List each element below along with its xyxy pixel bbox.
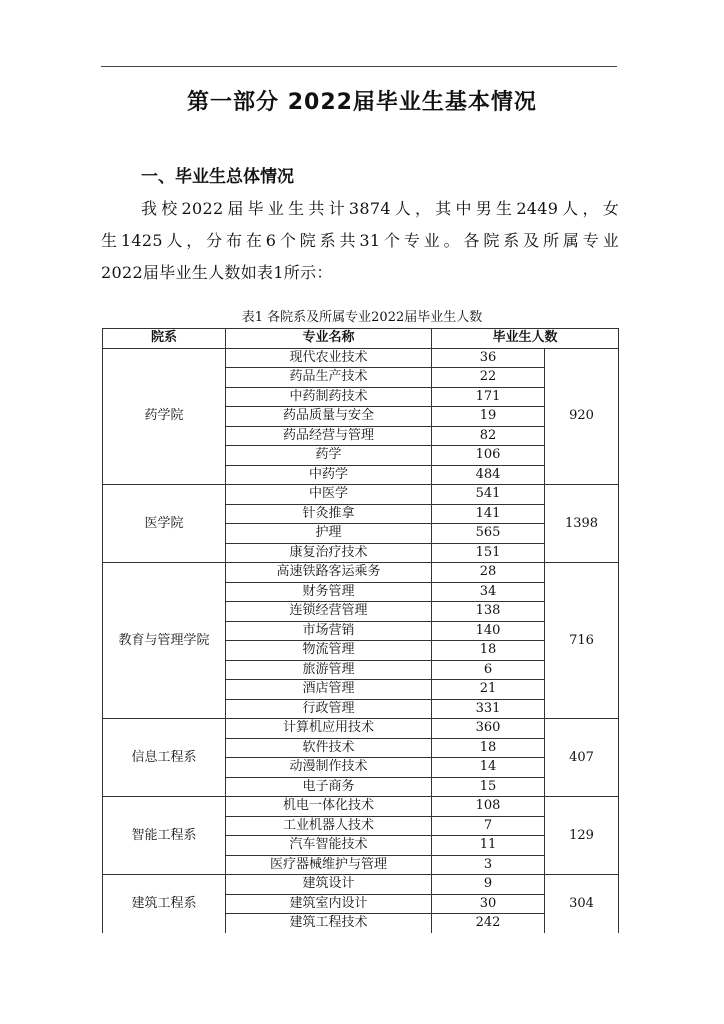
header-rule: [101, 66, 617, 67]
table-row: [103, 719, 619, 739]
paragraph-line: 生1425人，分布在6个院系共31个专业。各院系及所属专业: [101, 231, 619, 250]
major-cell: 中医学: [226, 485, 432, 505]
count-cell: 21: [432, 680, 545, 700]
department-total-cell: 407: [545, 719, 619, 797]
major-cell: 行政管理: [226, 699, 432, 719]
count-cell: 14: [432, 758, 545, 778]
major-cell: 机电一体化技术: [226, 797, 432, 817]
graduates-table: [102, 328, 619, 933]
count-cell: 15: [432, 777, 545, 797]
major-cell: 物流管理: [226, 641, 432, 661]
count-cell: 331: [432, 699, 545, 719]
major-cell: 医疗器械维护与管理: [226, 855, 432, 875]
major-cell: 市场营销: [226, 621, 432, 641]
major-cell: 建筑工程技术: [226, 914, 432, 933]
table-body: [103, 348, 619, 933]
table-row: [103, 563, 619, 583]
major-cell: 电子商务: [226, 777, 432, 797]
count-cell: 82: [432, 426, 545, 446]
major-cell: 药品质量与安全: [226, 407, 432, 427]
header-graduates: 毕业生人数: [432, 329, 619, 349]
major-cell: 药品经营与管理: [226, 426, 432, 446]
count-cell: 18: [432, 641, 545, 661]
department-cell: 药学院: [103, 348, 226, 485]
table-row: [103, 797, 619, 817]
major-cell: 工业机器人技术: [226, 816, 432, 836]
count-cell: 360: [432, 719, 545, 739]
table-row: [103, 348, 619, 368]
major-cell: 软件技术: [226, 738, 432, 758]
major-cell: 酒店管理: [226, 680, 432, 700]
count-cell: 9: [432, 875, 545, 895]
table-header-row: [103, 329, 619, 349]
count-cell: 7: [432, 816, 545, 836]
table-row: [103, 485, 619, 505]
major-cell: 针灸推拿: [226, 504, 432, 524]
department-cell: 信息工程系: [103, 719, 226, 797]
major-cell: 现代农业技术: [226, 348, 432, 368]
count-cell: 151: [432, 543, 545, 563]
table-caption: 表1 各院系及所属专业2022届毕业生人数: [241, 310, 483, 325]
count-cell: 6: [432, 660, 545, 680]
major-cell: 护理: [226, 524, 432, 544]
count-cell: 30: [432, 894, 545, 914]
major-cell: 药品生产技术: [226, 368, 432, 388]
count-cell: 3: [432, 855, 545, 875]
major-cell: 中药制药技术: [226, 387, 432, 407]
count-cell: 541: [432, 485, 545, 505]
paragraph-line: 我校2022届毕业生共计3874人，其中男生2449人，女: [141, 199, 619, 218]
department-cell: 智能工程系: [103, 797, 226, 875]
major-cell: 高速铁路客运乘务: [226, 563, 432, 583]
major-cell: 财务管理: [226, 582, 432, 602]
department-total-cell: 920: [545, 348, 619, 485]
count-cell: 242: [432, 914, 545, 933]
major-cell: 建筑设计: [226, 875, 432, 895]
major-cell: 计算机应用技术: [226, 719, 432, 739]
major-cell: 汽车智能技术: [226, 836, 432, 856]
major-cell: 动漫制作技术: [226, 758, 432, 778]
count-cell: 138: [432, 602, 545, 622]
major-cell: 中药学: [226, 465, 432, 485]
count-cell: 11: [432, 836, 545, 856]
count-cell: 34: [432, 582, 545, 602]
table-row: [103, 875, 619, 895]
department-cell: 建筑工程系: [103, 875, 226, 933]
header-department: 院系: [103, 329, 226, 349]
department-total-cell: 129: [545, 797, 619, 875]
count-cell: 28: [432, 563, 545, 583]
count-cell: 22: [432, 368, 545, 388]
department-total-cell: 304: [545, 875, 619, 933]
major-cell: 旅游管理: [226, 660, 432, 680]
count-cell: 141: [432, 504, 545, 524]
department-total-cell: 1398: [545, 485, 619, 563]
major-cell: 建筑室内设计: [226, 894, 432, 914]
count-cell: 565: [432, 524, 545, 544]
department-cell: 医学院: [103, 485, 226, 563]
count-cell: 171: [432, 387, 545, 407]
count-cell: 484: [432, 465, 545, 485]
count-cell: 19: [432, 407, 545, 427]
major-cell: 连锁经营管理: [226, 602, 432, 622]
count-cell: 106: [432, 446, 545, 466]
department-total-cell: 716: [545, 563, 619, 719]
header-major: 专业名称: [226, 329, 432, 349]
count-cell: 18: [432, 738, 545, 758]
count-cell: 108: [432, 797, 545, 817]
part-title: 第一部分 2022届毕业生基本情况: [187, 90, 537, 115]
section-title: 一、毕业生总体情况: [141, 167, 294, 187]
department-cell: 教育与管理学院: [103, 563, 226, 719]
major-cell: 康复治疗技术: [226, 543, 432, 563]
major-cell: 药学: [226, 446, 432, 466]
paragraph-line: 2022届毕业生人数如表1所示：: [101, 263, 333, 282]
count-cell: 140: [432, 621, 545, 641]
count-cell: 36: [432, 348, 545, 368]
summary-paragraph: [101, 193, 619, 289]
